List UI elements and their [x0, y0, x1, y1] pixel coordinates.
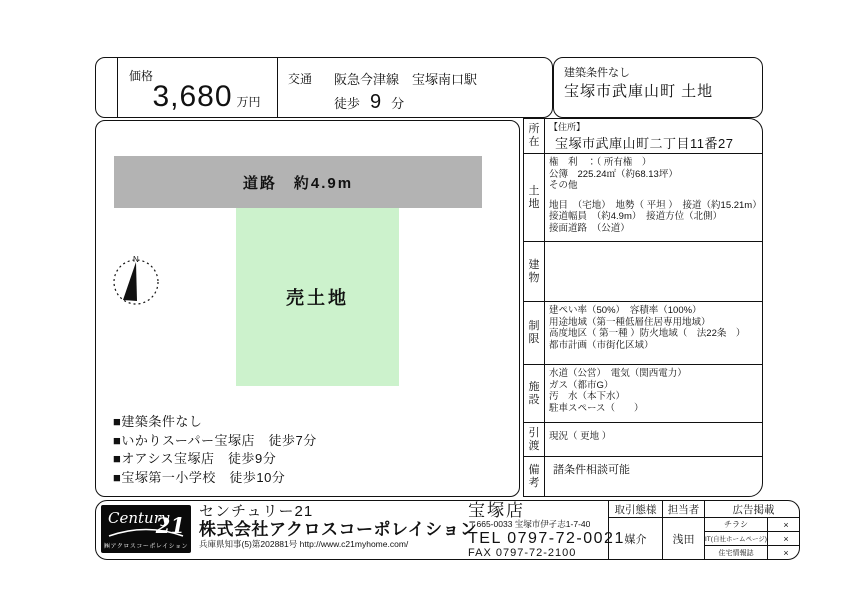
price-access-box [95, 57, 553, 118]
walk-minutes: 9 [370, 91, 382, 113]
lot-label: 売土地 [286, 288, 349, 308]
ads-row [705, 545, 800, 559]
store-block [468, 502, 625, 559]
ads-label: チラシ [705, 518, 768, 531]
walk-unit: 分 [391, 96, 405, 111]
company-block [199, 503, 477, 550]
ads-row [705, 518, 800, 531]
utility-line: 水道（公営） 電気（関西電力） [549, 368, 687, 379]
transaction-table [608, 501, 800, 559]
handover-line: 現況（ 更地 ） [549, 431, 612, 442]
century21-logo [101, 505, 191, 553]
condition-note: 建築条件なし [564, 67, 630, 79]
row-header: 引渡 [524, 423, 545, 456]
land-line: 地目 （宅地） 地勢（ 平坦 ） 接道（約15.21m） [549, 199, 762, 211]
road-label: 道路 約4.9m [242, 174, 354, 192]
walk-label: 徒歩 [334, 96, 361, 111]
utility-line: ガス（都市G） [549, 379, 614, 391]
store-address: 〒665-0033 宝塚市伊孑志1-7-40 [468, 519, 591, 529]
logo-brand-number: 21 [155, 513, 185, 538]
logo-roof-icon [107, 527, 185, 537]
store-name: 宝塚店 [468, 501, 525, 520]
ads-mark: × [783, 519, 789, 530]
ads-row [705, 531, 800, 545]
price-label: 価格 [129, 69, 154, 83]
ads-column [705, 518, 800, 559]
agent-header: 担当者 [663, 501, 705, 517]
note-line: ■建築条件なし [113, 414, 203, 429]
ads-mark: × [783, 533, 789, 544]
price-value-row [124, 80, 289, 114]
store-fax: FAX 0797-72-2100 [468, 547, 577, 559]
access-label: 交通 [288, 72, 313, 86]
detail-row-utilities [524, 364, 762, 422]
company-name: 株式会社アクロスコーポレイション [199, 520, 478, 539]
row-header: 備考 [524, 457, 545, 496]
ads-header: 広告掲載 [732, 503, 775, 516]
company-kana: センチュリー21 [199, 503, 314, 520]
company-license: 兵庫県知事(5)第202881号 http://www.c21myhome.com/ [199, 539, 409, 549]
ads-label: IT(自社ホームページ) [705, 532, 768, 545]
land-line: 公簿 225.24㎡（約68.13坪） [549, 168, 678, 180]
logo-brand-text: Century [108, 509, 170, 527]
row-header: 所在 [524, 119, 545, 153]
ads-mark: × [783, 547, 789, 558]
detail-row-handover [524, 422, 762, 456]
detail-row-building [524, 241, 762, 301]
detail-row-location [524, 119, 762, 153]
remarks-line: 諸条件相談可能 [553, 464, 630, 476]
compass-icon [109, 253, 163, 307]
detail-row-remarks [524, 456, 762, 496]
land-line: 接道幅員 （約4.9m） 接道方位（北側） [549, 211, 723, 222]
note-line: ■オアシス宝塚店 徒歩9分 [113, 451, 277, 466]
lot-area [236, 208, 399, 386]
price-unit: 万円 [236, 95, 261, 109]
footer-box [95, 500, 800, 560]
property-title-box [553, 57, 763, 118]
land-line: 権 利 ：（ 所有権 ） [549, 157, 652, 168]
mode-header: 取引態様 [609, 501, 663, 517]
note-line: ■宝塚第一小学校 徒歩10分 [113, 469, 286, 485]
details-table [523, 118, 763, 497]
utility-line: 駐車スペース（ ） [549, 402, 644, 414]
detail-row-land [524, 153, 762, 241]
agent-value: 浅田 [663, 518, 705, 559]
access-line: 阪急今津線 宝塚南口駅 [334, 72, 478, 87]
property-title: 宝塚市武庫山町 土地 [564, 83, 714, 100]
walk-row [334, 91, 404, 114]
restriction-line: 用途地域（第一種低層住居専用地域） [549, 316, 711, 328]
site-plan-box [95, 120, 520, 497]
note-line: ■いかりスーパー宝塚店 徒歩7分 [113, 432, 317, 448]
land-line: その他 [549, 180, 578, 191]
row-header: 制限 [524, 302, 545, 364]
transaction-table-header [609, 501, 800, 518]
store-tel: TEL 0797-72-0021 [468, 530, 625, 547]
address-tag: 【住所】 [549, 122, 586, 132]
divider [117, 58, 118, 117]
utility-line: 汚 水（本下水） [549, 391, 626, 402]
road-strip [114, 156, 482, 208]
row-header: 建物 [524, 242, 545, 301]
row-header: 施設 [524, 365, 545, 422]
restriction-line: 都市計画（市街化区域） [549, 339, 654, 351]
restriction-line: 高度地区（ 第一種 ）防火地域（ 法22条 ） [549, 328, 746, 339]
row-header: 土地 [524, 154, 545, 241]
detail-row-restrictions [524, 301, 762, 364]
price-value: 3,680 [152, 80, 233, 113]
address-value: 宝塚市武庫山町二丁目11番27 [555, 136, 734, 151]
logo-company-sub: ㈱アクロスコーポレイション [104, 544, 188, 550]
ads-label: 住宅情報誌 [705, 546, 768, 559]
mode-value: 媒介 [609, 518, 663, 559]
nearby-notes [113, 413, 317, 487]
land-line: 接面道路 （公道） [549, 222, 630, 234]
restriction-line: 建ぺい率（50%） 容積率（100%） [549, 305, 702, 316]
compass-north-label: N [133, 255, 139, 264]
